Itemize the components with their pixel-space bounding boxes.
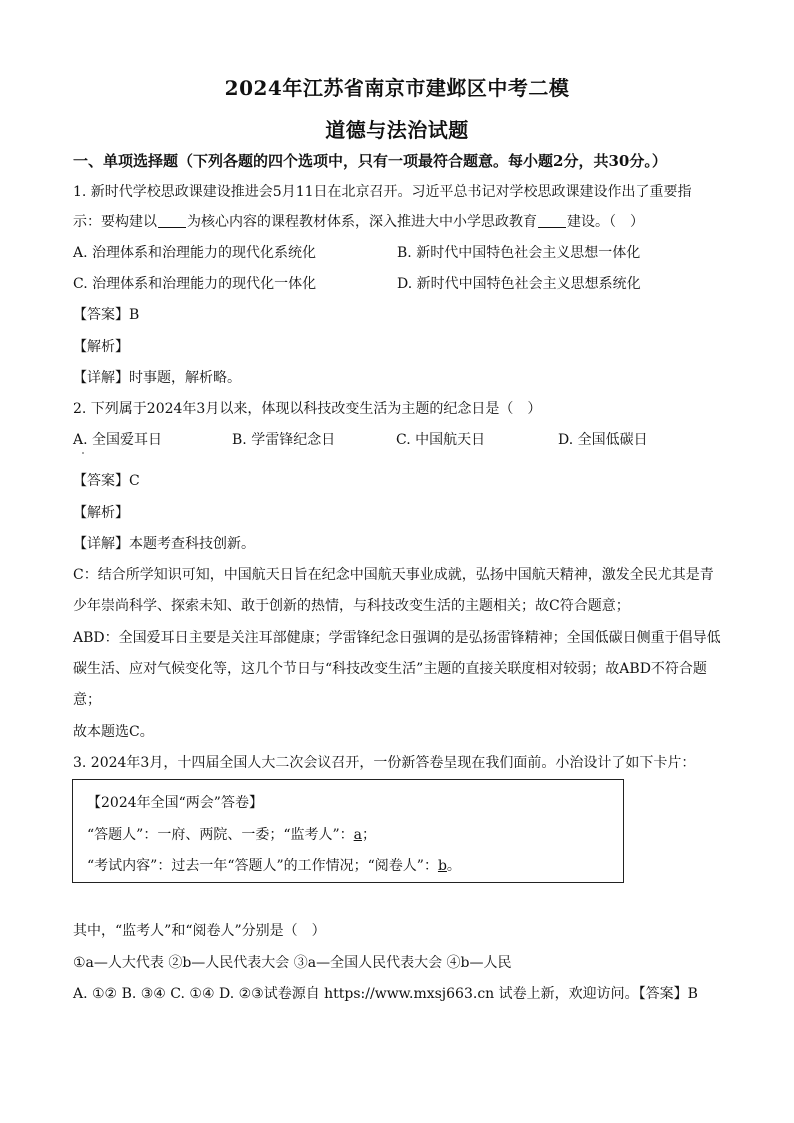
q2-explain-abd-line3: 意； [73, 692, 101, 708]
q1-stem-line2 [73, 213, 644, 231]
q1-detail: 【详解】时事题，解析略。 [73, 370, 241, 386]
q1-stem-part1: 示：要构建以 [73, 214, 157, 230]
q3-question: 其中，“监考人”和“阅卷人”分别是（ ） [73, 923, 326, 939]
q3-card-line1 [87, 824, 376, 844]
q1-option-d: D. 新时代中国特色社会主义思想系统化 [397, 276, 641, 292]
q1-analysis-label: 【解析】 [73, 339, 129, 355]
q2-conclusion: 故本题选C。 [73, 724, 154, 740]
q2-explain-c-line1: C：结合所学知识可知，中国航天日旨在纪念中国航天事业成就，弘扬中国航天精神，激发全民尤其是青 [73, 567, 714, 583]
q1-answer: 【答案】B [73, 307, 140, 323]
q3-stem: 3. 2024年3月，十四届全国人大二次会议召开，一份新答卷呈现在我们面前。小治设计了如下卡片： [73, 755, 696, 771]
q3-options-and-source: A. ①② B. ③④ C. ①④ D. ②③试卷源自 https://www.mxsj663.cn 试卷上新，欢迎访问。【答案】B [73, 986, 698, 1002]
q1-option-c: C. 治理体系和治理能力的现代化一体化 [73, 276, 317, 292]
q3-card-blank-a: a [353, 827, 362, 843]
q1-stem-line1: 1. 新时代学校思政课建设推进会5月11日在北京召开。习近平总书记对学校思政课建设作出了重要指 [73, 184, 692, 200]
q3-card [72, 779, 624, 883]
q3-card-title: 【2024年全国“两会”答卷】 [87, 795, 263, 811]
q2-explain-c-line2: 少年崇尚科学、探索未知、敢于创新的热情，与科技改变生活的主题相关；故C符合题意； [73, 598, 630, 614]
q2-option-d: D. 全国低碳日 [558, 432, 648, 448]
page-subtitle: 道德与法治试题 [325, 118, 469, 142]
section-heading: 一、单项选择题（下列各题的四个选项中，只有一项最符合题意。每小题2分，共30分。） [73, 152, 667, 170]
q2-answer: 【答案】C [73, 473, 140, 489]
q2-option-c: C. 中国航天日 [396, 432, 486, 448]
q3-card-blank-b: b [437, 858, 447, 874]
page-title: 2024年江苏省南京市建邺区中考二模 [224, 76, 570, 100]
stray-dot-mark [82, 452, 84, 454]
q1-stem-part3: 建设。（ ） [567, 214, 644, 230]
q2-option-b: B. 学雷锋纪念日 [232, 432, 336, 448]
q3-card-line2-end: 。 [446, 858, 461, 874]
q2-option-a: A. 全国爱耳日 [73, 432, 163, 448]
q3-card-line2 [87, 855, 461, 875]
q2-explain-abd-line1: ABD：全国爱耳日主要是关注耳部健康；学雷锋纪念日强调的是弘扬雷锋精神；全国低碳日侧重于倡导低 [73, 630, 721, 646]
q3-card-line1-end: ； [362, 827, 376, 843]
q1-option-a: A. 治理体系和治理能力的现代化系统化 [73, 245, 317, 261]
q3-card-line1-text: “答题人”：一府、两院、一委；“监考人”： [87, 827, 354, 843]
q1-blank-2 [538, 213, 566, 228]
q2-stem: 2. 下列属于2024年3月以来，体现以科技改变生活为主题的纪念日是（ ） [73, 401, 542, 417]
q1-option-b: B. 新时代中国特色社会主义思想一体化 [397, 245, 641, 261]
q2-explain-abd-line2: 碳生活、应对气候变化等，这几个节日与“科技改变生活”主题的直接关联度相对较弱；故ABD不符合题 [73, 661, 707, 677]
q1-blank-1 [158, 213, 186, 228]
q2-analysis-label: 【解析】 [73, 505, 129, 521]
q2-detail: 【详解】本题考查科技创新。 [73, 536, 255, 552]
q1-stem-part2: 为核心内容的课程教材体系，深入推进大中小学思政教育 [187, 214, 537, 230]
q3-choices: ①a—人大代表 ②b—人民代表大会 ③a—全国人民代表大会 ④b—人民 [73, 955, 512, 971]
q3-card-line2-text: “考试内容”：过去一年“答题人”的工作情况；“阅卷人”： [87, 858, 438, 874]
